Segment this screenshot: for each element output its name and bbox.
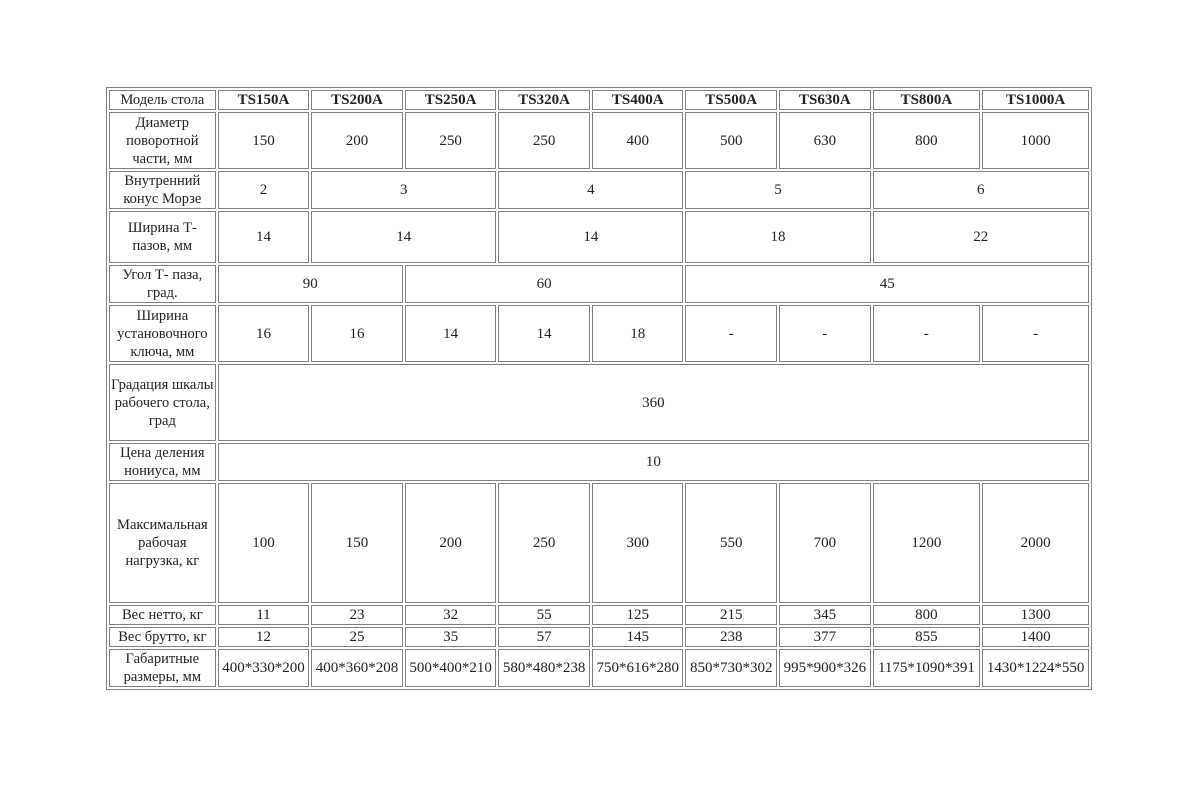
row-label: Максимальная рабочая нагрузка, кг (109, 483, 216, 603)
table-cell: - (982, 305, 1089, 362)
table-cell: 400 (592, 112, 684, 169)
table-cell: 1200 (873, 483, 981, 603)
specification-table (106, 87, 1092, 690)
model-header-ts150a: TS150A (218, 90, 310, 110)
table-cell: 4 (498, 171, 683, 209)
table-cell: 750*616*280 (592, 649, 684, 687)
table-row (109, 605, 1089, 625)
table-cell: 238 (685, 627, 777, 647)
table-cell: 345 (779, 605, 871, 625)
table-cell: 14 (498, 305, 590, 362)
model-header-ts200a: TS200A (311, 90, 403, 110)
table-cell: 23 (311, 605, 403, 625)
table-cell: 360 (218, 364, 1089, 441)
table-cell: 630 (779, 112, 871, 169)
table-cell: 377 (779, 627, 871, 647)
table-cell: 14 (498, 211, 683, 263)
table-row (109, 627, 1089, 647)
header-row (109, 90, 1089, 110)
table-cell: 11 (218, 605, 310, 625)
table-cell: 18 (685, 211, 870, 263)
table-cell: 200 (405, 483, 497, 603)
table-cell: 3 (311, 171, 496, 209)
row-label: Габаритные размеры, мм (109, 649, 216, 687)
table-cell: 1300 (982, 605, 1089, 625)
row-label: Цена деления нониуса, мм (109, 443, 216, 481)
table-cell: 16 (218, 305, 310, 362)
row-label: Вес нетто, кг (109, 605, 216, 625)
model-header-ts500a: TS500A (685, 90, 777, 110)
table-cell: 57 (498, 627, 590, 647)
table-cell: 18 (592, 305, 684, 362)
model-header-ts800a: TS800A (873, 90, 981, 110)
table-cell: 250 (405, 112, 497, 169)
table-cell: 14 (405, 305, 497, 362)
table-row (109, 364, 1089, 441)
table-cell: 125 (592, 605, 684, 625)
table-cell: 35 (405, 627, 497, 647)
row-label: Ширина Т-пазов, мм (109, 211, 216, 263)
table-row (109, 443, 1089, 481)
table-cell: 1430*1224*550 (982, 649, 1089, 687)
table-cell: 2 (218, 171, 310, 209)
table-cell: - (779, 305, 871, 362)
table-cell: 60 (405, 265, 684, 303)
row-label: Градация шкалы рабочего стола, град (109, 364, 216, 441)
table-cell: 55 (498, 605, 590, 625)
table-cell: 100 (218, 483, 310, 603)
table-cell: 580*480*238 (498, 649, 590, 687)
model-header-ts250a: TS250A (405, 90, 497, 110)
table-cell: 700 (779, 483, 871, 603)
row-label: Вес брутто, кг (109, 627, 216, 647)
table-cell: 150 (311, 483, 403, 603)
table-cell: 6 (873, 171, 1089, 209)
row-label: Угол Т- паза, град. (109, 265, 216, 303)
table-row (109, 171, 1089, 209)
table-cell: 14 (311, 211, 496, 263)
table-cell: 1175*1090*391 (873, 649, 981, 687)
table-cell: 5 (685, 171, 870, 209)
table-row (109, 265, 1089, 303)
table-row (109, 305, 1089, 362)
table-cell: 10 (218, 443, 1089, 481)
table-cell: 145 (592, 627, 684, 647)
table-cell: 250 (498, 112, 590, 169)
table-cell: 12 (218, 627, 310, 647)
table-cell: 500 (685, 112, 777, 169)
table-cell: 400*330*200 (218, 649, 310, 687)
table-cell: 200 (311, 112, 403, 169)
table-cell: 90 (218, 265, 403, 303)
table-cell: 16 (311, 305, 403, 362)
model-header-ts630a: TS630A (779, 90, 871, 110)
table-cell: 22 (873, 211, 1089, 263)
table-cell: 1400 (982, 627, 1089, 647)
table-cell: 500*400*210 (405, 649, 497, 687)
table-cell: 800 (873, 605, 981, 625)
table-cell: 250 (498, 483, 590, 603)
table-row (109, 211, 1089, 263)
row-label: Ширина установочного ключа, мм (109, 305, 216, 362)
row-label: Внутренний конус Морзе (109, 171, 216, 209)
table-row (109, 483, 1089, 603)
row-label: Диаметр поворотной части, мм (109, 112, 216, 169)
table-cell: 855 (873, 627, 981, 647)
table-cell: 800 (873, 112, 981, 169)
row-label: Модель стола (109, 90, 216, 110)
table-cell: - (873, 305, 981, 362)
table-cell: 150 (218, 112, 310, 169)
table-cell: 25 (311, 627, 403, 647)
table-cell: 850*730*302 (685, 649, 777, 687)
table-row (109, 112, 1089, 169)
model-header-ts400a: TS400A (592, 90, 684, 110)
table-cell: 1000 (982, 112, 1089, 169)
table-cell: 14 (218, 211, 310, 263)
table-cell: 2000 (982, 483, 1089, 603)
table-cell: - (685, 305, 777, 362)
table-cell: 215 (685, 605, 777, 625)
model-header-ts320a: TS320A (498, 90, 590, 110)
model-header-ts1000a: TS1000A (982, 90, 1089, 110)
table-cell: 300 (592, 483, 684, 603)
table-cell: 45 (685, 265, 1089, 303)
table-row (109, 649, 1089, 687)
table-cell: 400*360*208 (311, 649, 403, 687)
table-cell: 32 (405, 605, 497, 625)
table-cell: 550 (685, 483, 777, 603)
table-cell: 995*900*326 (779, 649, 871, 687)
